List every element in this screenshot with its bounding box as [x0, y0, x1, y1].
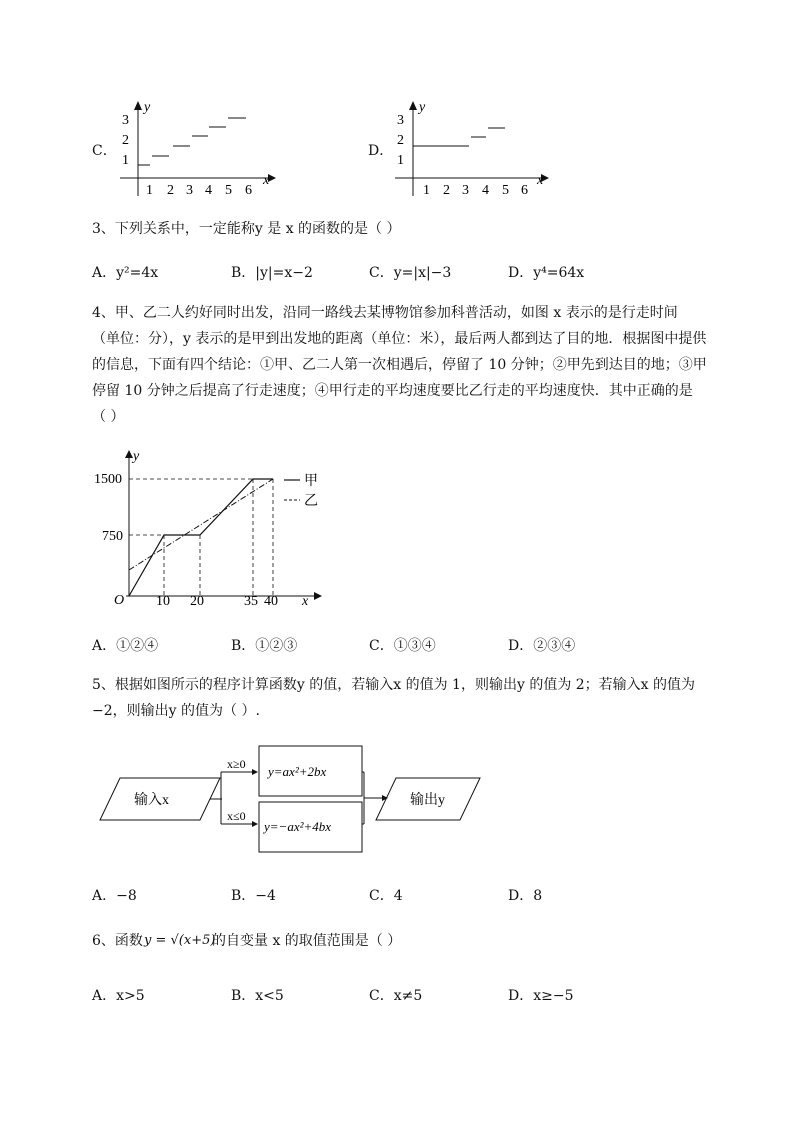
q5-option-d: D．8: [508, 888, 543, 904]
q2-option-d-label: D．: [368, 143, 394, 159]
q3-option-c: C．y=|x|−3: [369, 265, 452, 281]
d-y-label: y: [419, 100, 426, 115]
d-y-tick: 3: [397, 113, 404, 128]
q4-line: 的信息，下面有四个结论：①甲、乙二人第一次相遇后，停留了 10 分钟；②甲先到达目的地；③甲: [92, 357, 707, 373]
flow-formula-bottom: y=−ax²+4bx: [264, 819, 332, 834]
q5-option-a: A．−8: [92, 888, 137, 904]
flow-cond-top: x≥0: [227, 757, 246, 771]
q4-y-label: y: [133, 449, 140, 464]
legend-yi: 乙: [304, 494, 318, 509]
q4-option-d: D．②③④: [508, 638, 576, 654]
c-x-tick: 5: [225, 183, 232, 198]
q4-line: （单位：分），y 表示的是甲到出发地的距离（单位：米），最后两人都到达了目的地．根据图中提供: [92, 331, 707, 347]
q5-line: −2，则输出y 的值为（ ）.: [92, 703, 260, 719]
q4-distance-time-graph: [88, 448, 338, 618]
q6-stem-pre: 6、函数: [92, 933, 143, 949]
c-y-tick: 1: [122, 153, 129, 168]
d-y-tick: 1: [397, 153, 404, 168]
q5-line: 5、根据如图所示的程序计算函数y 的值，若输入x 的值为 1，则输出y 的值为 2；若输入x 的值为: [92, 677, 696, 693]
q2-option-c-label: C．: [92, 143, 117, 159]
c-x-tick: 1: [146, 183, 153, 198]
d-x-tick: 6: [521, 183, 528, 198]
q5-flowchart: [96, 742, 486, 854]
series-jia: [129, 479, 273, 596]
d-x-tick: 4: [482, 183, 489, 198]
q4-line: （ ）: [92, 409, 125, 425]
flow-formula-top: y=ax²+2bx: [268, 764, 327, 779]
q4-x-tick: 10: [156, 594, 170, 609]
legend-jia: 甲: [304, 474, 318, 489]
q3-option-d: D．y⁴=64x: [508, 265, 585, 281]
q4-option-b: B．①②③: [231, 638, 298, 654]
c-y-tick: 2: [122, 133, 129, 148]
c-y-tick: 3: [122, 113, 129, 128]
c-x-tick: 6: [245, 183, 252, 198]
flow-input: 输入x: [134, 793, 169, 808]
q4-x-label: x: [302, 594, 309, 609]
arrow-icon: [252, 769, 258, 775]
series-yi: [129, 479, 273, 570]
q4-x-tick: 35: [244, 594, 258, 609]
q3-option-a: A．y²=4x: [92, 265, 159, 281]
q6-stem-post: 的自变量 x 的取值范围是（ ）: [212, 933, 402, 949]
d-y-tick: 2: [397, 133, 404, 148]
c-x-label: x: [263, 173, 270, 188]
d-x-label: x: [537, 173, 544, 188]
q4-x-tick: 20: [190, 594, 204, 609]
y-arrow-icon: [409, 101, 417, 110]
c-x-tick: 2: [167, 183, 174, 198]
q6-option-d: D．x≥−5: [508, 988, 574, 1004]
d-x-tick: 1: [423, 183, 430, 198]
q4-option-a: A．①②④: [92, 638, 159, 654]
q3-option-b: B．|y|=x−2: [231, 265, 313, 281]
q4-origin: O: [114, 593, 125, 608]
flow-cond-bottom: x≤0: [227, 809, 246, 823]
d-x-tick: 2: [443, 183, 450, 198]
q6-formula: y = √(x+5): [144, 933, 216, 948]
q6-option-a: A．x>5: [92, 988, 145, 1004]
d-x-tick: 5: [502, 183, 509, 198]
q6-option-b: B．x<5: [231, 988, 284, 1004]
flow-output: 输出y: [410, 793, 445, 808]
q4-y-tick: 750: [102, 529, 123, 544]
c-x-tick: 3: [186, 183, 193, 198]
y-arrow-icon: [125, 450, 133, 458]
q2-option-d-graph: [385, 98, 555, 200]
q4-y-tick: 1500: [94, 472, 122, 487]
d-x-tick: 3: [462, 183, 469, 198]
c-x-tick: 4: [205, 183, 212, 198]
c-y-label: y: [144, 100, 151, 115]
q4-option-c: C．①③④: [369, 638, 436, 654]
q4-line: 停留 10 分钟之后提高了行走速度；④甲行走的平均速度要比乙行走的平均速度快．其中正确的是: [92, 383, 693, 399]
arrow-icon: [252, 821, 258, 827]
q4-x-tick: 40: [264, 594, 278, 609]
q3-stem: 3、下列关系中，一定能称y 是 x 的函数的是（ ）: [92, 221, 401, 237]
q4-line: 4、甲、乙二人约好同时出发，沿同一路线去某博物馆参加科普活动，如图 x 表示的是行走时间: [92, 305, 678, 321]
q5-option-c: C．4: [369, 888, 403, 904]
x-arrow-icon: [314, 592, 322, 600]
q6-option-c: C．x≠5: [369, 988, 423, 1004]
q2-option-c-graph: [110, 98, 280, 200]
y-arrow-icon: [134, 101, 142, 110]
q5-option-b: B．−4: [231, 888, 276, 904]
